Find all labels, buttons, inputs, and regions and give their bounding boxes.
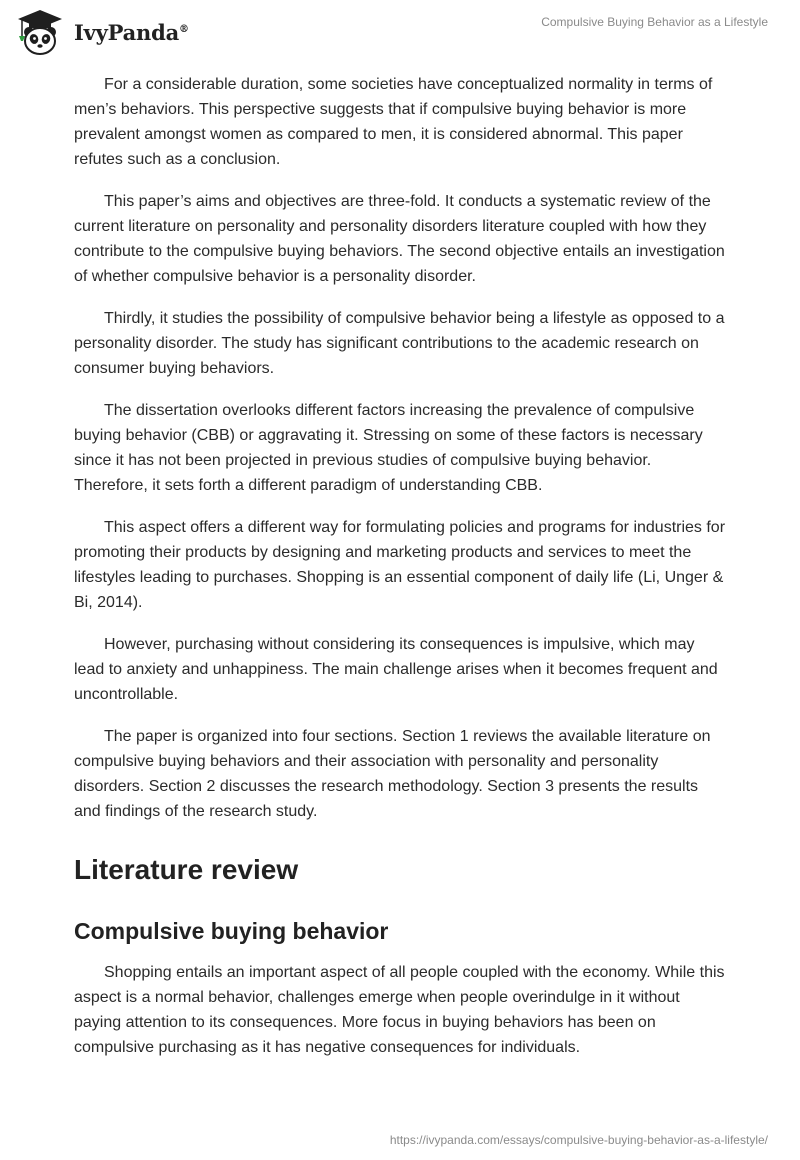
panda-logo-icon <box>14 8 66 56</box>
paragraph-7: The paper is organized into four sections. Section 1 reviews the available literature on compulsive buying behaviors and their association with personality and personality disorders. Section 2 discusses the research methodology. Section 3 presents the results and findings of the research study. <box>74 728 711 820</box>
ivypanda-logo[interactable] <box>14 8 189 56</box>
page-header <box>0 0 800 70</box>
logo-text: IvyPanda <box>74 19 180 45</box>
document-title: Compulsive Buying Behavior as a Lifestyle <box>541 15 768 29</box>
paragraph-5: This aspect offers a different way for formulating policies and programs for industries for promoting their products by designing and marketing products and services to meet the lifestyles leading to purchases. Shopping is an essential component of daily life (Li, Unger & Bi, 2014). <box>74 519 726 611</box>
paragraph-2: This paper’s aims and objectives are three-fold. It conducts a systematic review of the current literature on personality and personality disorders literature coupled with how they contribute to the compulsive buying behaviors. The second objective entails an investigation of whether compulsive behavior is a personality disorder. <box>74 193 725 285</box>
paragraph-8: Shopping entails an important aspect of all people coupled with the economy. While this aspect is a normal behavior, challenges emerge when people overindulge in it without paying attention to its consequences. More focus in buying behaviors has been on compulsive purchasing as it has negative consequences for individuals. <box>74 964 725 1056</box>
paragraph-1: For a considerable duration, some societies have conceptualized normality in terms of men’s behaviors. This perspective suggests that if compulsive buying behavior is more prevalent amongst women as compared to men, it is considered abnormal. This paper refutes such as a conclusion. <box>74 76 713 168</box>
source-url[interactable]: https://ivypanda.com/essays/compulsive-buying-behavior-as-a-lifestyle/ <box>389 1133 768 1147</box>
essay-body <box>74 72 726 1077</box>
registered-mark: ® <box>179 23 189 35</box>
section-heading: Literature review <box>74 854 299 885</box>
subsection-heading: Compulsive buying behavior <box>74 918 389 944</box>
paragraph-3: Thirdly, it studies the possibility of compulsive behavior being a lifestyle as opposed to a personality disorder. The study has significant contributions to the academic research on consumer buying behaviors. <box>74 310 725 377</box>
paragraph-4: The dissertation overlooks different factors increasing the prevalence of compulsive buying behavior (CBB) or aggravating it. Stressing on some of these factors is necessary since it has not been projected in previous studies of compulsive buying behavior. Therefore, it sets forth a different paradigm of understanding CBB. <box>74 402 703 494</box>
paragraph-6: However, purchasing without considering its consequences is impulsive, which may lead to anxiety and unhappiness. The main challenge arises when it becomes frequent and uncontrollable. <box>74 636 718 703</box>
